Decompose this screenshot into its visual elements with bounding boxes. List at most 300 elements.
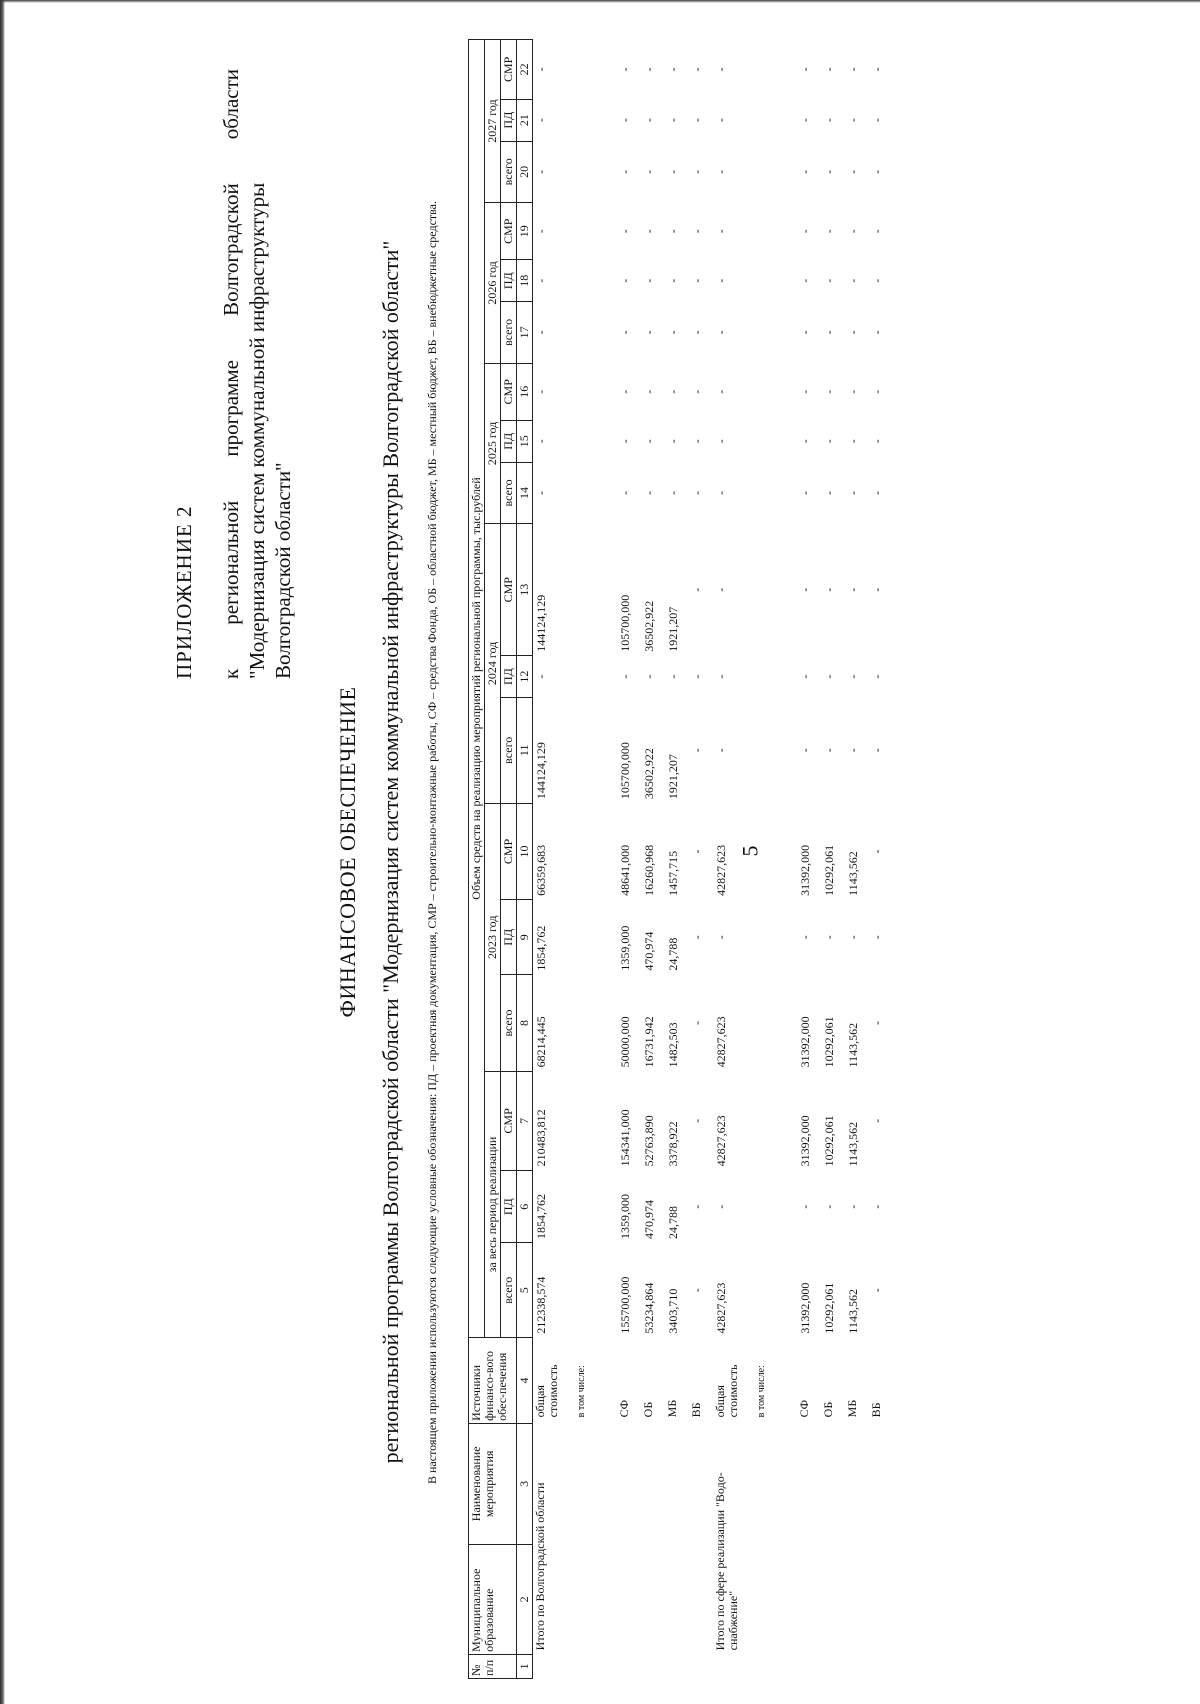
value-cell [575, 420, 617, 462]
table-row [665, 40, 689, 1679]
header-period-2026: 2026 год [485, 203, 501, 364]
value-cell: - [822, 587, 836, 592]
value-cell [575, 40, 617, 100]
value-cell: - [798, 118, 812, 123]
sub-header-cell: СМР [501, 1071, 517, 1170]
value-cell: - [870, 229, 884, 234]
value-cell: - [714, 118, 728, 123]
value-cell: - [618, 330, 632, 335]
value-cell: - [870, 490, 884, 495]
value-cell: - [690, 849, 704, 854]
value-cell: - [714, 67, 728, 72]
value-cell: - [822, 169, 836, 174]
value-cell: - [822, 439, 836, 444]
sub-header-cell: всего [501, 302, 517, 364]
value-cell: - [666, 67, 680, 72]
sub-header-cell: всего [501, 141, 517, 203]
column-number: 7 [517, 1071, 533, 1170]
value-cell: - [618, 439, 632, 444]
value-cell: - [642, 674, 656, 679]
value-cell: 155700,000 [618, 1276, 632, 1334]
row-number-cell [617, 1654, 641, 1678]
header-measure: Наименование мероприятия [469, 1423, 517, 1544]
value-cell: - [534, 674, 548, 679]
value-cell: - [822, 674, 836, 679]
row-source: ОБ [821, 1401, 835, 1418]
header-period-2025: 2025 год [485, 363, 501, 524]
value-cell: - [714, 169, 728, 174]
value-cell: - [690, 1204, 704, 1209]
value-cell: - [798, 67, 812, 72]
value-cell [575, 302, 617, 364]
column-number: 15 [517, 420, 533, 462]
value-cell: - [846, 169, 860, 174]
value-cell [575, 141, 617, 203]
row-source: в том числе: [576, 1365, 587, 1418]
value-cell: 10292,061 [822, 1282, 836, 1334]
value-cell: - [822, 389, 836, 394]
row-number-cell [869, 1654, 893, 1678]
sub-header-cell: ПД [501, 420, 517, 462]
appendix-word: региональной [219, 500, 243, 625]
table-note-row [755, 40, 797, 1679]
value-cell: - [846, 490, 860, 495]
value-cell: 42827,623 [714, 844, 728, 896]
header-period-2023: 2023 год [485, 803, 501, 1071]
column-number: 9 [517, 900, 533, 975]
value-cell: 1457,715 [666, 850, 680, 896]
value-cell: 470,974 [642, 931, 656, 971]
value-cell: - [870, 330, 884, 335]
value-cell: - [642, 67, 656, 72]
value-cell: - [618, 674, 632, 679]
value-cell: 31392,000 [798, 1115, 812, 1167]
value-cell [575, 900, 617, 975]
page-number: 5 [737, 845, 763, 857]
row-number-cell [845, 1654, 869, 1678]
column-number: 2 [517, 1544, 533, 1654]
table-row [689, 40, 713, 1679]
row-source: в том числе: [756, 1365, 767, 1418]
value-cell: - [666, 278, 680, 283]
column-number: 19 [517, 203, 533, 260]
value-cell: - [822, 229, 836, 234]
sub-header-cell: СМР [501, 803, 517, 900]
value-cell: 42827,623 [714, 1115, 728, 1167]
table-row [797, 40, 821, 1679]
value-cell [755, 420, 797, 462]
row-source: МБ [845, 1399, 859, 1418]
value-cell: - [870, 935, 884, 940]
value-cell: - [618, 67, 632, 72]
table-row [713, 40, 755, 1679]
header-sources: Источники финансо-вого обес-печения [469, 1338, 517, 1424]
row-label: Итого по Волгоградской области [533, 1482, 547, 1651]
value-cell: - [822, 118, 836, 123]
value-cell: - [690, 1118, 704, 1123]
value-cell [755, 1071, 797, 1170]
value-cell: - [798, 229, 812, 234]
value-cell [755, 975, 797, 1072]
value-cell: - [822, 278, 836, 283]
value-cell: - [690, 1021, 704, 1026]
column-number: 18 [517, 260, 533, 302]
value-cell: 210483,812 [534, 1109, 548, 1167]
header-period-2027: 2027 год [485, 40, 501, 203]
value-cell: - [618, 169, 632, 174]
value-cell: - [870, 169, 884, 174]
value-cell: - [690, 67, 704, 72]
value-cell [755, 803, 797, 900]
row-label [665, 1423, 689, 1654]
value-cell: - [690, 389, 704, 394]
value-cell: 105700,000 [618, 594, 632, 652]
row-label [821, 1423, 845, 1654]
financing-table-wrapper [468, 39, 893, 1679]
row-number-cell [755, 1654, 797, 1678]
value-cell: - [690, 674, 704, 679]
value-cell: 470,974 [642, 1199, 656, 1239]
value-cell [755, 363, 797, 420]
value-cell: - [690, 439, 704, 444]
value-cell: - [642, 389, 656, 394]
value-cell: 1921,207 [666, 754, 680, 800]
value-cell: - [798, 278, 812, 283]
value-cell [755, 141, 797, 203]
value-cell: - [690, 490, 704, 495]
value-cell: - [666, 389, 680, 394]
value-cell: 50000,000 [618, 1016, 632, 1068]
row-label [845, 1423, 869, 1654]
value-cell: - [846, 1204, 860, 1209]
value-cell: - [690, 330, 704, 335]
value-cell: 3403,710 [666, 1288, 680, 1334]
value-cell: - [642, 439, 656, 444]
value-cell [755, 40, 797, 100]
value-cell: 1359,000 [618, 925, 632, 971]
column-number: 21 [517, 99, 533, 141]
value-cell [575, 698, 617, 804]
value-cell [575, 363, 617, 420]
column-number: 4 [517, 1338, 533, 1424]
value-cell: - [798, 169, 812, 174]
column-number: 20 [517, 141, 533, 203]
header-municipality: Муниципальное образование [469, 1544, 517, 1654]
row-source: СФ [617, 1399, 631, 1418]
appendix-word: Волгоградской [219, 183, 243, 316]
value-cell: - [846, 278, 860, 283]
value-cell: 1921,207 [666, 606, 680, 652]
value-cell: - [846, 330, 860, 335]
value-cell [755, 698, 797, 804]
value-cell [575, 975, 617, 1072]
value-cell: 68214,445 [534, 1016, 548, 1068]
value-cell: - [690, 587, 704, 592]
value-cell: - [534, 169, 548, 174]
column-number: 6 [517, 1170, 533, 1243]
value-cell: - [870, 674, 884, 679]
value-cell: - [534, 330, 548, 335]
sub-header-cell: ПД [501, 656, 517, 698]
row-source: СФ [797, 1399, 811, 1418]
value-cell [575, 803, 617, 900]
financing-table [468, 39, 893, 1679]
value-cell: - [870, 748, 884, 753]
value-cell: 1854,762 [534, 925, 548, 971]
value-cell [575, 524, 617, 656]
value-cell: - [846, 935, 860, 940]
sub-header-cell: всего [501, 698, 517, 804]
row-label [689, 1423, 713, 1654]
value-cell: - [846, 389, 860, 394]
value-cell [755, 900, 797, 975]
row-source: МБ [665, 1399, 679, 1418]
value-cell [755, 302, 797, 364]
row-number-cell [575, 1654, 617, 1678]
value-cell: - [798, 330, 812, 335]
value-cell [755, 1170, 797, 1243]
value-cell: 31392,000 [798, 1282, 812, 1334]
value-cell: - [534, 118, 548, 123]
sub-header-cell: СМР [501, 524, 517, 656]
value-cell: - [690, 118, 704, 123]
table-note-row [575, 40, 617, 1679]
value-cell: 1143,562 [846, 851, 860, 896]
value-cell [575, 1071, 617, 1170]
value-cell: - [846, 748, 860, 753]
value-cell: - [714, 748, 728, 753]
value-cell: - [714, 278, 728, 283]
value-cell: - [690, 1288, 704, 1293]
row-number-cell [689, 1654, 713, 1678]
value-cell: - [714, 389, 728, 394]
value-cell: 1482,503 [666, 1022, 680, 1068]
appendix-word: области [219, 69, 243, 140]
row-label [755, 1423, 797, 1654]
value-cell: - [870, 587, 884, 592]
value-cell: - [618, 118, 632, 123]
value-cell [755, 260, 797, 302]
value-cell: 105700,000 [618, 742, 632, 800]
value-cell: - [714, 439, 728, 444]
header-no: № п/п [469, 1654, 517, 1678]
value-cell: 10292,061 [822, 844, 836, 896]
value-cell: - [798, 490, 812, 495]
value-cell [575, 203, 617, 260]
value-cell: 1143,562 [846, 1022, 860, 1068]
value-cell: - [618, 229, 632, 234]
column-number: 17 [517, 302, 533, 364]
value-cell [575, 99, 617, 141]
value-cell: 10292,061 [822, 1115, 836, 1167]
sub-header-cell: ПД [501, 99, 517, 141]
row-source: ВБ [689, 1402, 703, 1418]
value-cell: - [798, 1204, 812, 1209]
value-cell: - [798, 439, 812, 444]
value-cell: - [870, 1021, 884, 1026]
appendix-word: программе [219, 360, 243, 457]
row-number-cell [641, 1654, 665, 1678]
value-cell: - [666, 439, 680, 444]
value-cell: - [666, 330, 680, 335]
row-number-cell [533, 1654, 576, 1678]
column-number: 11 [517, 698, 533, 804]
row-label [869, 1423, 893, 1654]
sub-header-cell: ПД [501, 1170, 517, 1243]
value-cell [755, 462, 797, 524]
value-cell: 66359,683 [534, 844, 548, 896]
appendix-reference-line-1 [218, 69, 244, 679]
value-cell: - [846, 229, 860, 234]
value-cell: - [822, 1204, 836, 1209]
row-number-cell [797, 1654, 821, 1678]
value-cell: 212338,574 [534, 1276, 548, 1334]
value-cell: - [690, 229, 704, 234]
value-cell: - [690, 748, 704, 753]
value-cell: - [666, 118, 680, 123]
value-cell: - [690, 935, 704, 940]
value-cell [755, 524, 797, 656]
value-cell: - [822, 935, 836, 940]
value-cell: - [798, 587, 812, 592]
value-cell: - [534, 278, 548, 283]
value-cell: 36502,922 [642, 600, 656, 652]
column-number: 22 [517, 40, 533, 100]
value-cell: 144124,129 [534, 742, 548, 800]
value-cell: - [846, 67, 860, 72]
column-number: 8 [517, 975, 533, 1072]
column-number: 1 [517, 1654, 533, 1678]
document-subtitle: региональной программы Волгоградской области "Модернизация систем коммунальной инфраструктуры Волгоградской области" [378, 240, 403, 1464]
value-cell: - [870, 1118, 884, 1123]
row-label [617, 1423, 641, 1654]
value-cell: - [642, 490, 656, 495]
row-label [641, 1423, 665, 1654]
value-cell: - [846, 118, 860, 123]
document-title: ФИНАНСОВОЕ ОБЕСПЕЧЕНИЕ [335, 686, 360, 1018]
sub-header-cell: всего [501, 975, 517, 1072]
row-source: общая стоимость [533, 1364, 560, 1418]
value-cell: - [798, 935, 812, 940]
value-cell: - [846, 674, 860, 679]
sub-header-cell: СМР [501, 40, 517, 100]
table-row [641, 40, 665, 1679]
value-cell: - [714, 330, 728, 335]
column-number-row [517, 40, 533, 1679]
value-cell: 16731,942 [642, 1016, 656, 1068]
sub-header-cell: ПД [501, 260, 517, 302]
value-cell [755, 1243, 797, 1338]
value-cell: - [618, 278, 632, 283]
value-cell: 3378,922 [666, 1121, 680, 1167]
table-row [617, 40, 641, 1679]
value-cell: 154341,000 [618, 1109, 632, 1167]
value-cell: - [846, 439, 860, 444]
value-cell: - [642, 229, 656, 234]
value-cell [575, 260, 617, 302]
value-cell: 1143,562 [846, 1121, 860, 1167]
value-cell: - [822, 67, 836, 72]
value-cell: - [714, 935, 728, 940]
value-cell: 16260,968 [642, 844, 656, 896]
value-cell: - [714, 587, 728, 592]
value-cell [575, 656, 617, 698]
sub-header-cell: всего [501, 1243, 517, 1338]
table-row [845, 40, 869, 1679]
value-cell: - [666, 169, 680, 174]
value-cell: - [534, 67, 548, 72]
value-cell: 42827,623 [714, 1016, 728, 1068]
value-cell: 53234,864 [642, 1282, 656, 1334]
appendix-reference [218, 69, 296, 679]
row-source: общая стоимость [713, 1364, 740, 1418]
value-cell [575, 1243, 617, 1338]
row-source: ВБ [869, 1402, 883, 1418]
row-number-cell [821, 1654, 845, 1678]
value-cell [755, 99, 797, 141]
value-cell [575, 462, 617, 524]
value-cell: 144124,129 [534, 594, 548, 652]
value-cell: - [870, 849, 884, 854]
value-cell: 31392,000 [798, 1016, 812, 1068]
value-cell: - [846, 587, 860, 592]
row-number-cell [713, 1654, 755, 1678]
row-source: ОБ [641, 1401, 655, 1418]
row-label [575, 1423, 617, 1654]
table-row [533, 40, 576, 1679]
value-cell: - [534, 439, 548, 444]
value-cell: 36502,922 [642, 748, 656, 800]
appendix-reference-line-3: Волгоградской области" [271, 462, 295, 679]
value-cell: - [822, 330, 836, 335]
column-number: 13 [517, 524, 533, 656]
column-number: 12 [517, 656, 533, 698]
row-label: Итого по сфере реализации "Водо-снабжение" [713, 1472, 740, 1651]
value-cell: - [618, 389, 632, 394]
value-cell: - [822, 748, 836, 753]
value-cell: - [870, 439, 884, 444]
value-cell: 1143,562 [846, 1289, 860, 1334]
table-row [821, 40, 845, 1679]
header-volume: Объем средств на реализацию мероприятий региональной программы, тыс.рублей [469, 40, 485, 1338]
appendix-label: ПРИЛОЖЕНИЕ 2 [172, 505, 196, 679]
value-cell [575, 1170, 617, 1243]
value-cell: 48641,000 [618, 844, 632, 896]
value-cell: - [534, 229, 548, 234]
value-cell: 31392,000 [798, 844, 812, 896]
value-cell: 1359,000 [618, 1193, 632, 1239]
table-row [869, 40, 893, 1679]
sub-header-cell: всего [501, 462, 517, 524]
value-cell: - [714, 674, 728, 679]
column-number: 3 [517, 1423, 533, 1544]
row-number-cell [665, 1654, 689, 1678]
value-cell: - [798, 748, 812, 753]
value-cell: - [690, 169, 704, 174]
sub-header-cell: СМР [501, 363, 517, 420]
table-body [533, 40, 894, 1679]
value-cell: - [642, 118, 656, 123]
value-cell: - [870, 118, 884, 123]
value-cell: 52763,890 [642, 1115, 656, 1167]
header-period-2024: 2024 год [485, 524, 501, 803]
column-number: 10 [517, 803, 533, 900]
value-cell: - [798, 674, 812, 679]
value-cell: - [870, 278, 884, 283]
value-cell: 10292,061 [822, 1016, 836, 1068]
value-cell: 1854,762 [534, 1193, 548, 1239]
value-cell: 42827,623 [714, 1282, 728, 1334]
